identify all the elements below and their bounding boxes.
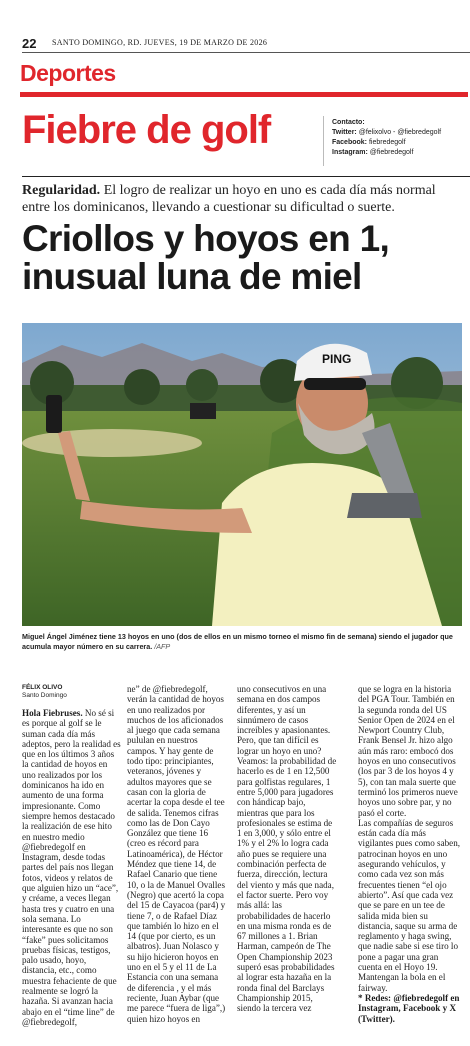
article-paragraph: Las compañías de seguros están cada día más vigilantes pues como saben, patrocinan hoyos en uno asegurando vehículos, y como cada vez son más frecuentes tienen “el ojo abierto”. Así que cada vez que se pare en un tee de salida mida bien su distancia, saque su arma de reglamento y haga swing, que nadie sabe si ese tiro lo pone a pagar una gran cuenta en el Hoyo 19. Mantengan la bola en el fairway. [358, 817, 461, 993]
contact-twitter: Twitter: @felixolvo - @fiebredegolf [332, 129, 442, 136]
sand-bunker [22, 429, 202, 457]
article-paragraph: uno consecutivos en una semana en dos campos diferentes, y así un sinnúmero de casos increíbles y apasionantes. [237, 684, 331, 736]
page-header [22, 36, 470, 50]
lead-in: Hola Fiebruses. [22, 708, 83, 718]
cap-logo: PING [322, 352, 352, 366]
contact-title: Contacto: [332, 119, 365, 126]
page-number: 22 [22, 36, 37, 51]
section-title: Deportes [20, 60, 116, 86]
article-paragraph: ne” de @fiebredegolf, verán la cantidad de hoyos en uno realizados por muchos de los aficionados al juego que cada semana pululan en nuestros campos. Y hay gente de todo tipo: principiantes, veteranos, jóvenes y adultos mayores que se casan con la gloria de acertar la copa desde el tee de salida. Tenemos cifras como las de Don Cayo González que tiene 16 (creo es récord para Latinoamérica), de Héctor Méndez que tiene 14, de Rafael Canario que tiene 10, o la de Manuel Ovalles (Negro) que acertó la copa del 15 de Cayacoa (par4) y tiene 7, o de Rafael Díaz que también lo hizo en el 14 (que por cierto, es un albatros). Juan Nolasco y su hijo hicieron hoyos en uno en el 5 y el 11 de La Estancia con una semana de diferencia , y el más reciente, Juan Aybar (que me parece “fuera de liga”,) quien hizo hoyos en [127, 684, 226, 1024]
article-column-2 [127, 684, 227, 1024]
photo-credit: /AFP [152, 642, 171, 651]
phone [46, 395, 62, 433]
article-headline: Criollos y hoyos en 1, inusual luna de miel [22, 218, 390, 297]
article-paragraph: Hola Fiebruses. No sé si es porque al golf se le suman cada día más adeptos, pero la realidad es que en los últimos 3 años la cantidad de hoyos en uno realizados por los dominicanos ha ido en aumento de una forma impresionante. Como siempre hemos destacado la realización de ese hito en nuestro medio @fiebredegolf en Instagram, desde todas partes del país nos llegan fotos, videos y relatos de que alguien hizo un “ace”, y créame, a veces llegan hasta tres y cuatro en una sola semana. Lo interesante es que no son “fake” pues solicitamos pruebas físicas, testigos, palo usado, hoyo, distancia, etc., como muestra fehaciente de que realmente se logró la hazaña. Si avanzan hacia abajo en el “time line” de @fiebredegolf, [22, 708, 121, 1027]
sunglasses [304, 378, 366, 390]
deck-lead: Regularidad. [22, 183, 101, 198]
article-column-1 [22, 684, 122, 1027]
social-handles: * Redes: @fiebredegolf en Instagram, Facebook y X (Twitter). [358, 992, 460, 1024]
byline-name: FÉLIX OLIVO [22, 684, 63, 691]
deck-text: El logro de realizar un hoyo en uno es cada día más normal entre los dominicanos, llevando a cuestionar su dificultad o suerte. [22, 183, 436, 215]
photo-caption: Miguel Ángel Jiménez tiene 13 hoyos en uno (dos de ellos en un mismo torneo el mismo fin de semana) siendo el jugador que acumula mayor número en su carrera. /AFP [22, 632, 453, 651]
article-paragraph: que se logra en la historia del PGA Tour. También en la segunda ronda del US Senior Open de 2024 en el Newport Country Club, Frank Bensel Jr. hizo algo aún más raro: embocó dos hoyos en uno consecutivos (los par 3 de los hoyos 4 y 5), con tan mala suerte que terminó los primeros nueve hoyos uno sobre par, y no pasó el corte. [358, 684, 458, 818]
article-column-3 [237, 684, 337, 1014]
article-deck [22, 182, 467, 216]
article-paragraph: Pero, que tan difícil es lograr un hoyo en uno? Veamos: la probabilidad de hacerlo es de 1 en 12,500 para golfistas regulares, 1 entre 5,000 para jugadores con hándicap bajo, mientras que para los profesionales se estima de 1 en 3,000, y sólo entre el 1% y el 2% lo logra cada año pues se requiere una combinación perfecta de fuerza, dirección, lectura del viento y más que nada, el factor suerte. Pero voy más allá: las probabilidades de hacerlo en una misma ronda es de 67 millones a 1. Brian Harman, campeón de The Open Championship 2023 superó esas probabilidades al lograr esta hazaña en la ronda final del Barclays Championship 2015, siendo la tercera vez [237, 735, 337, 1014]
section-rule [20, 92, 468, 97]
deck-rule [22, 176, 470, 177]
dateline: SANTO DOMINGO, RD. JUEVES, 19 DE MARZO DE 2026 [52, 38, 268, 47]
article-column-4 [358, 684, 463, 1024]
article-photo [22, 323, 462, 626]
contact-box [332, 118, 470, 158]
header-rule [22, 52, 470, 53]
byline-place: Santo Domingo [22, 692, 67, 699]
contact-facebook: Facebook: fiebredegolf [332, 139, 406, 146]
kicker-divider [323, 116, 324, 166]
contact-instagram: Instagram: @fiebredegolf [332, 149, 414, 156]
column-kicker: Fiebre de golf [22, 108, 271, 152]
golfer-selfie-illustration [22, 323, 462, 626]
cart [190, 403, 216, 419]
